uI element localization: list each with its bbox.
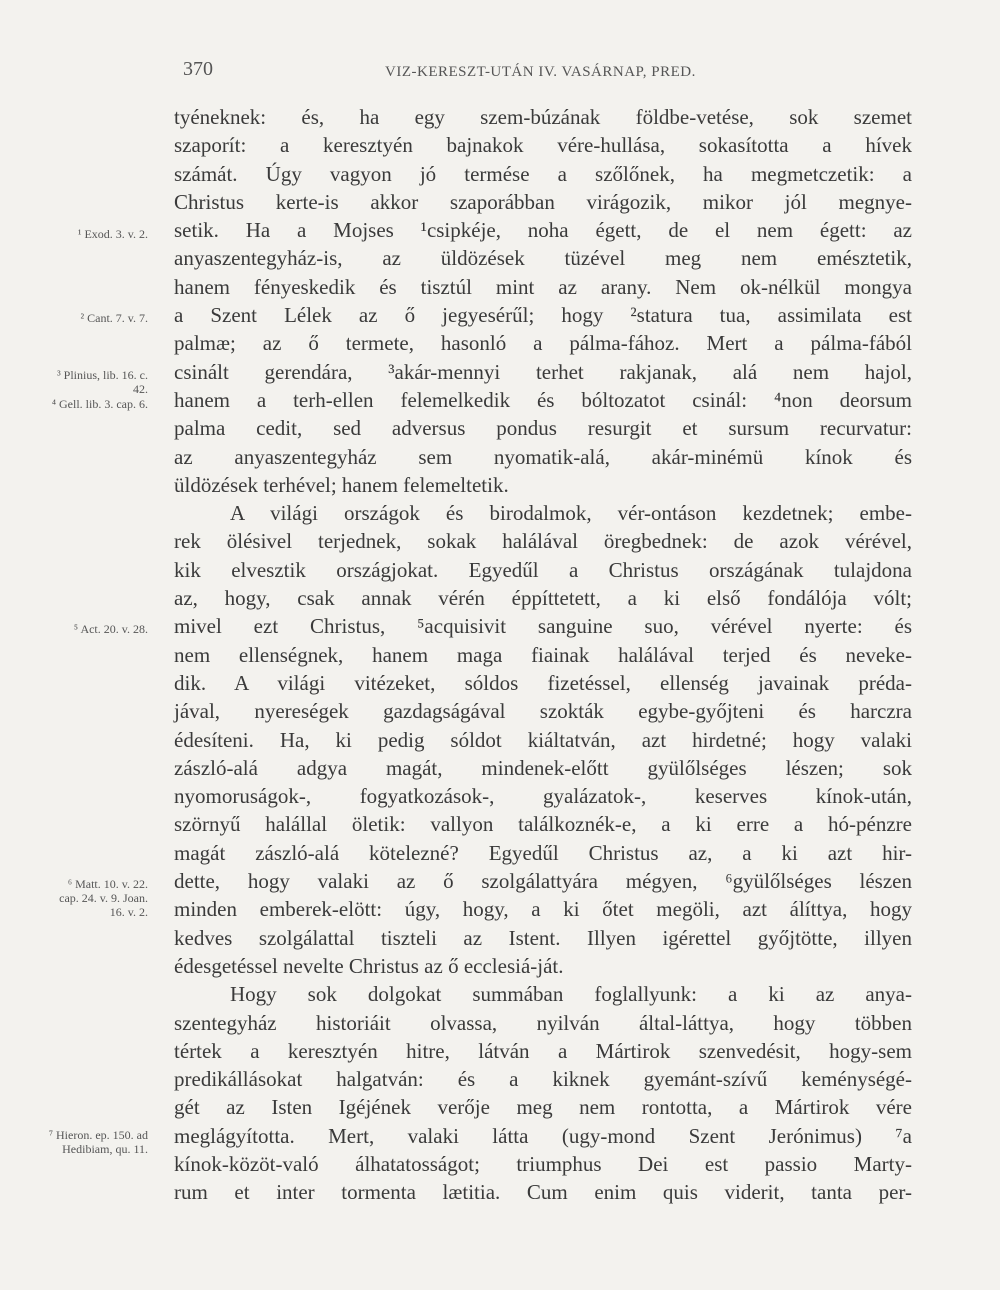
text-line: minden emberek-elött: úgy, hogy, a ki őtet megöli, azt álíttya, hogy [174,897,912,922]
text-line: dette, hogy valaki az ő szolgálattyára mégyen, ⁶gyülőlséges lészen [174,869,912,894]
text-line: tértek a keresztyén hitre, látván a Mártirok szenvedésit, hogy-sem [174,1038,912,1063]
text-line: zászló-alá adgya magát, mindenek-előtt gyülőlséges lészen; sok [174,755,912,780]
text-line: dik. A világi vitézeket, sóldos fizetéssel, ellenség javainak préda- [174,670,912,695]
text-line: a Szent Lélek az ő jegyesérűl; hogy ²statura tua, assimilata est [174,303,912,328]
text-line: predikállásokat halgatván: és a kiknek gyemánt-szívű keménységé- [174,1067,912,1092]
text-line: setik. Ha a Mojses ¹csipkéje, noha égett, de el nem égett: az [174,218,912,243]
text-line: kínok-közöt-való álhatatosságot; triumphus Dei est passio Marty- [174,1151,912,1176]
text-line: gét az Isten Igéjének verője meg nem rontotta, a Mártirok vére [174,1095,912,1120]
text-line: A világi országok és birodalmok, vér-ontáson kezdetnek; embe- [230,501,912,526]
text-line: rek ölésivel terjednek, sokak halálával öregbednek: de azok vérével, [174,529,912,554]
text-line: nem ellenségnek, hanem maga fiainak halálával terjed és neveke- [174,642,912,667]
text-line: palma cedit, sed adversus pondus resurgit et sursum recurvatur: [174,416,912,441]
text-line: jával, nyereségek gazdagságával szokták egybe-győjteni és harczra [174,699,912,724]
margin-note: ² Cant. 7. v. 7. [80,311,148,325]
text-line: Christus kerte-is akkor szaporábban virágozik, mikor jól megnye- [174,189,912,214]
margin-note: ⁷ Hieron. ep. 150. ad Hedibiam, qu. 11. [48,1128,148,1156]
margin-note: ⁵ Act. 20. v. 28. [73,622,148,636]
text-line: szaporít: a keresztyén bajnakok vére-hullása, sokasította a hívek [174,133,912,158]
text-line: édesíteni. Ha, ki pedig sóldot kiáltatván, azt hirdetné; hogy valaki [174,727,912,752]
text-line: az anyaszentegyház sem nyomatik-alá, akár-minémü kínok és [174,444,912,469]
margin-note: ⁶ Matt. 10. v. 22. cap. 24. v. 9. Joan. 16. v. 2. [59,877,148,919]
margin-note: ¹ Exod. 3. v. 2. [77,227,148,241]
text-line: csinált gerendára, ³akár-mennyi terhet rakjanak, alá nem hajol, [174,359,912,384]
text-line: üldözések terhével; hanem felemeltetik. [174,472,509,497]
text-line: az, hogy, csak annak vérén éppíttetett, a ki első fondálója vólt; [174,586,912,611]
text-line: palmæ; az ő termete, hasonló a pálma-fához. Mert a pálma-fából [174,331,912,356]
text-line: tyéneknek: és, ha egy szem-búzának földbe-vetése, sok szemet [174,105,912,129]
page-number: 370 [183,58,213,80]
text-line: kik elvesztik országjokat. Egyedűl a Christus országának tulajdona [174,557,912,582]
text-line: Hogy sok dolgokat summában foglallyunk: a ki az anya- [230,982,912,1007]
text-line: számát. Úgy vagyon jó termése a szőlőnek, ha megmetczetik: a [174,161,912,186]
text-line: szentegyház historiáit olvassa, nyilván által-láttya, hogy többen [174,1010,912,1035]
text-line: hanem a terh-ellen felemelkedik és bóltozatot csinál: ⁴non deorsum [174,387,912,412]
text-line: szörnyű halállal öletik: vallyon találkoznék-e, a ki erre a hó-pénzre [174,812,912,837]
margin-note: ³ Plinius, lib. 16. c. 42. [57,368,148,396]
text-line: meglágyította. Mert, valaki látta (ugy-mond Szent Jerónimus) ⁷a [174,1123,912,1148]
text-line: kedves szolgálattal tiszteli az Istent. Illyen igérettel győjtötte, illyen [174,925,912,950]
margin-note: ⁴ Gell. lib. 3. cap. 6. [51,397,148,411]
body-text [160,103,912,1207]
page-header [0,58,1000,88]
text-line: rum et inter tormenta lætitia. Cum enim quis viderit, tanta per- [174,1180,912,1205]
text-line: magát zászló-alá kötelezné? Egyedűl Christus az, a ki azt hir- [174,840,912,865]
text-line: nyomoruságok-, fogyatkozások-, gyalázatok-, keserves kínok-után, [174,784,912,809]
text-line: édesgetéssel nevelte Christus az ő ecclesiá-ját. [174,953,564,978]
text-line: hanem fényeskedik és tisztúl mint az arany. Nem ok-nélkül mongya [174,274,912,299]
text-line: anyaszentegyház-is, az üldözések tüzével meg nem emésztetik, [174,246,912,271]
running-head: VIZ-KERESZT-UTÁN IV. VASÁRNAP, PRED. [385,64,696,80]
text-line: mivel ezt Christus, ⁵acquisivit sanguine suo, vérével nyerte: és [174,614,912,639]
